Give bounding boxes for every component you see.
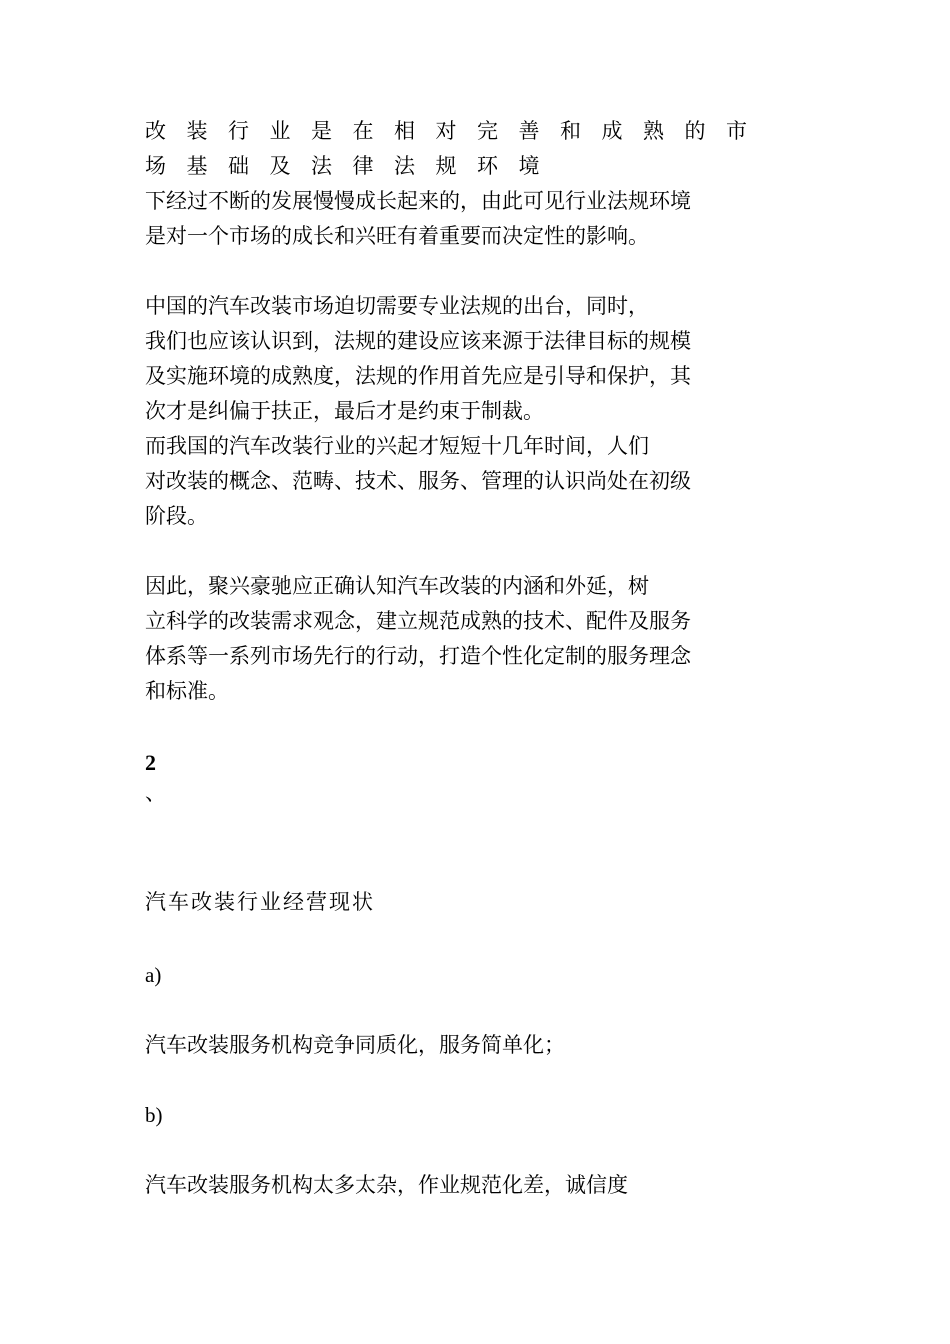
- paragraph2-line5: 而我国的汽车改装行业的兴起才短短十几年时间，人们: [145, 434, 649, 458]
- list-item-label-a: a): [145, 963, 162, 987]
- paragraph3-line1: 因此，聚兴豪驰应正确认知汽车改装的内涵和外延，树: [145, 574, 649, 598]
- section-separator: 、: [145, 781, 166, 805]
- list-item-label-b: b): [145, 1103, 163, 1127]
- paragraph3-line3: 体系等一系列市场先行的行动，打造个性化定制的服务理念: [145, 644, 691, 668]
- paragraph2-line2: 我们也应该认识到，法规的建设应该来源于法律目标的规模: [145, 329, 691, 353]
- paragraph3-line4: 和标准。: [145, 679, 229, 703]
- section-number: 2: [145, 750, 156, 775]
- paragraph3-line2: 立科学的改装需求观念，建立规范成熟的技术、配件及服务: [145, 609, 691, 633]
- list-item-text-b: 汽车改装服务机构太多太杂，作业规范化差，诚信度: [145, 1173, 628, 1197]
- paragraph2-line4: 次才是纠偏于扶正，最后才是约束于制裁。: [145, 399, 544, 423]
- paragraph1-line4: 是对一个市场的成长和兴旺有着重要而决定性的影响。: [145, 224, 649, 248]
- list-item-text-a: 汽车改装服务机构竞争同质化，服务简单化；: [145, 1033, 565, 1057]
- paragraph1-line3: 下经过不断的发展慢慢成长起来的，由此可见行业法规环境: [145, 189, 691, 213]
- paragraph2-line3: 及实施环境的成熟度，法规的作用首先应是引导和保护，其: [145, 364, 691, 388]
- paragraph1-line1: 改装行业是在相对完善和成熟的市: [145, 119, 768, 143]
- paragraph2-line6: 对改装的概念、范畴、技术、服务、管理的认识尚处在初级: [145, 469, 691, 493]
- paragraph1-line2: 场基础及法律法规环境: [145, 154, 560, 178]
- paragraph2-line7: 阶段。: [145, 504, 208, 528]
- section-title: 汽车改装行业经营现状: [145, 890, 375, 914]
- paragraph2-line1: 中国的汽车改装市场迫切需要专业法规的出台，同时，: [145, 294, 649, 318]
